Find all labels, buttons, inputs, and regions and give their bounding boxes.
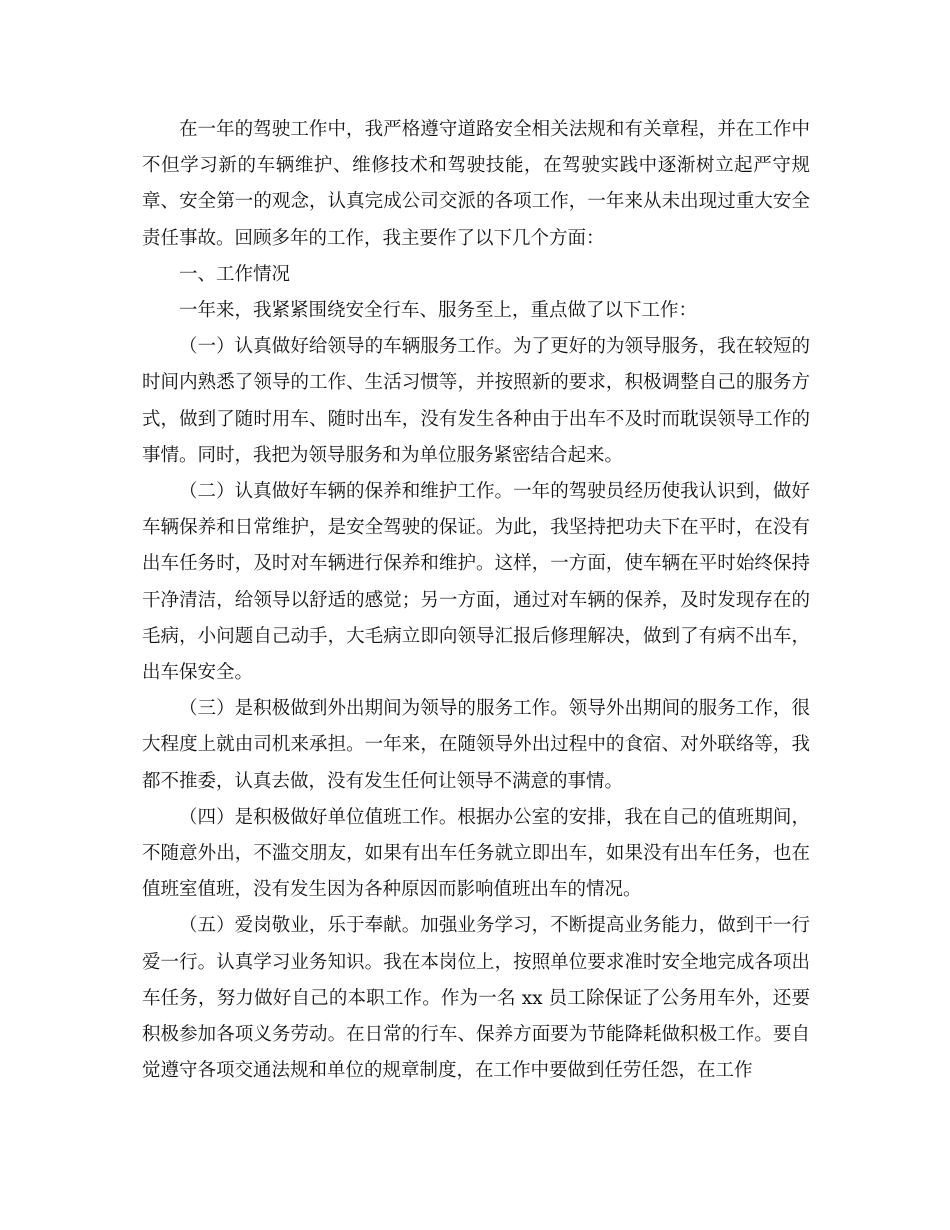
section-heading: 一、工作情况 (179, 263, 291, 285)
paragraph-item-2: （二）认真做好车辆的保养和维护工作。一年的驾驶员经历使我认识到，做好车辆保养和日常维护，是安全驾驶的保证。为此，我坚持把功夫下在平时，在没有出车任务时，及时对车辆进行保养和维护。这样，一方面，使车辆在平时始终保持干净清洁，给领导以舒适的感觉；另一方面，通过对车辆的保养，及时发现存在的毛病，小问题自己动手，大毛病立即向领导汇报后修理解决，做到了有病不出车，出车保安全。 (142, 481, 810, 684)
paragraph-item-3: （三）是积极做到外出期间为领导的服务工作。领导外出期间的服务工作，很大程度上就由司机来承担。一年来，在随领导外出过程中的食宿、对外联络等，我都不推委，认真去做，没有发生任何让领导不满意的事情。 (142, 698, 810, 792)
paragraph-item-4: （四）是积极做好单位值班工作。根据办公室的安排，我在自己的值班期间，不随意外出，不滥交朋友，如果有出车任务就立即出车，如果没有出车任务，也在值班室值班，没有发生因为各种原因而影响值班出车的情况。 (142, 806, 810, 901)
paragraph-intro: 在一年的驾驶工作中，我严格遵守道路安全相关法规和有关章程，并在工作中不但学习新的车辆维护、维修技术和驾驶技能，在驾驶实践中逐渐树立起严守规章、安全第一的观念，认真完成公司交派的各项工作，一年来从未出现过重大安全责任事故。回顾多年的工作，我主要作了以下几个方面： (142, 119, 810, 249)
document-body (142, 112, 810, 1089)
paragraph-item-5: （五）爱岗敬业，乐于奉献。加强业务学习，不断提高业务能力，做到干一行爱一行。认真学习业务知识。我在本岗位上，按照单位要求准时安全地完成各项出车任务，努力做好自己的本职工作。作为一名 xx 员工除保证了公务用车外，还要积极参加各项义务劳动。在日常的行车、保养方面要为节能降耗做积极工作。要自觉遵守各项交通法规和单位的规章制度，在工作中要做到任劳任怨，在工作 (142, 915, 810, 1082)
paragraph-item-1: （一）认真做好给领导的车辆服务工作。为了更好的为领导服务，我在较短的时间内熟悉了领导的工作、生活习惯等，并按照新的要求，积极调整自己的服务方式，做到了随时用车、随时出车，没有发生各种由于出车不及时而耽误领导工作的事情。同时，我把为领导服务和为单位服务紧密结合起来。 (142, 336, 810, 466)
paragraph-overview: 一年来，我紧紧围绕安全行车、服务至上，重点做了以下工作： (179, 300, 698, 322)
